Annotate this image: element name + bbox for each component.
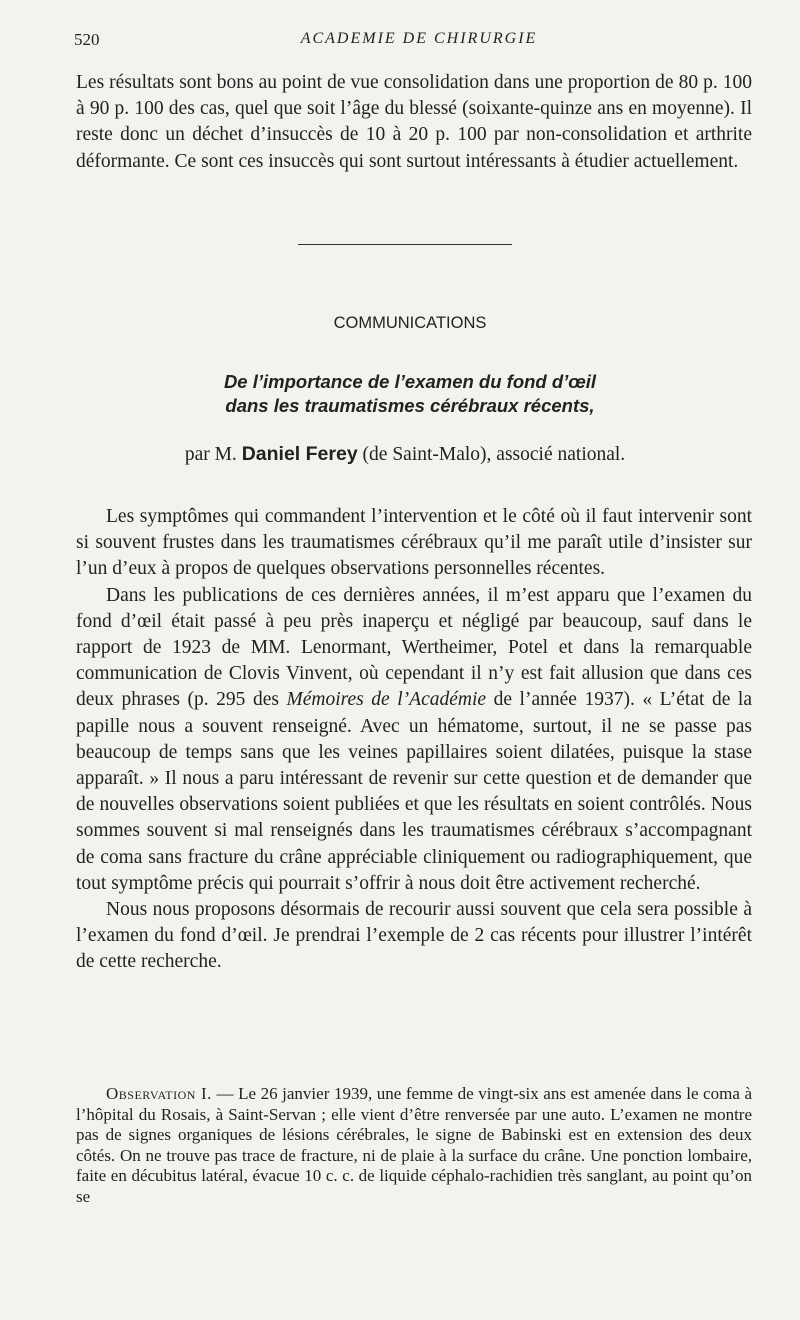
article-body: [76, 504, 752, 976]
article-title-line-2: dans les traumatismes cérébraux récents,: [225, 395, 595, 416]
byline-prefix: par M.: [184, 444, 237, 465]
page-header: [74, 30, 744, 52]
page-number: 520: [74, 30, 100, 49]
paragraph-3: Nous nous proposons désormais de recourir aussi souvent que cela sera possible à l’examen du fond d’œil. Je prendrai l’exemple de 2 cas récents pour illustrer l’intérêt de cette recherche.: [76, 899, 752, 973]
observation-paragraph: [76, 1084, 752, 1207]
author-name: Daniel Ferey: [241, 443, 358, 465]
byline-affiliation: (de Saint-Malo), associé national.: [362, 444, 626, 465]
section-divider: [298, 244, 512, 245]
section-heading: COMMUNICATIONS: [333, 314, 487, 332]
article-title-line-1: De l’importance de l’examen du fond d’œil: [223, 371, 597, 392]
running-head: ACADEMIE DE CHIRURGIE: [300, 30, 538, 47]
paragraph-1: Les symptômes qui commandent l’intervention et le côté où il faut intervenir sont si souvent frustes dans les traumatismes cérébraux qu’il me paraît utile d’insister sur l’un d’eux à propos de quelques observations personnelles récentes.: [76, 506, 752, 580]
paragraph-2-text-b: de l’année 1937). « L’état de la papille nous a souvent renseigné. Avec un hématome, surtout, il ne se passe pas beaucoup de temps sans que les veines papillaires soient dilatées, puisque la stase apparaît. » Il nous a paru intéressant de revenir sur cette question et de demander que de nouvelles observations soient publiées et que les résultats en soient contrôlés. Nous sommes souvent si mal renseignés dans les traumatismes cérébraux s’accompagnant de coma sans fracture du crâne appréciable cliniquement ou radiographiquement, que tout symptôme précis qui pourrait s’offrir à nous doit être activement recherché.: [76, 689, 752, 894]
paragraph-2-journal-title: Mémoires de l’Académie: [286, 689, 487, 711]
observation-label: Observation I.: [106, 1084, 212, 1103]
byline: [0, 443, 800, 466]
paragraph-2-text-a: Dans les publications de ces dernières années, il m’est apparu que l’examen du fond d’œil était passé à peu près inaperçu et négligé par beaucoup, sauf dans le rapport de 1923 de MM. Lenormant, Wertheimer, Potel et dans la remarquable communication de Clovis Vinvent, où cependant il n’y est fait allusion que dans ces deux phrases (p. 295 des: [76, 584, 752, 711]
paragraph-2: [76, 583, 752, 897]
observation-text: — Le 26 janvier 1939, une femme de vingt-six ans est amenée dans le coma à l’hôpital du Rosais, à Saint-Servan ; elle vient d’être renversée par une auto. L’examen ne montre pas de signes organiques de lésions cérébrales, le signe de Babinski est en extension des deux côtés. On ne trouve pas trace de fracture, ni de plaie à la surface du crâne. Une ponction lombaire, faite en décubitus latéral, évacue 10 c. c. de liquide céphalo-rachidien très sanglant, au point qu’on se: [76, 1084, 752, 1206]
article-title: [0, 370, 800, 418]
intro-paragraph: Les résultats sont bons au point de vue consolidation dans une proportion de 80 p. 100 à 90 p. 100 des cas, quel que soit l’âge du blessé (soixante-quinze ans en moyenne). Il reste donc un déchet d’insuccès de 10 à 20 p. 100 par non-consolidation et arthrite déformante. Ce sont ces insuccès qui sont surtout intéressants à étudier actuellement.: [76, 72, 752, 172]
